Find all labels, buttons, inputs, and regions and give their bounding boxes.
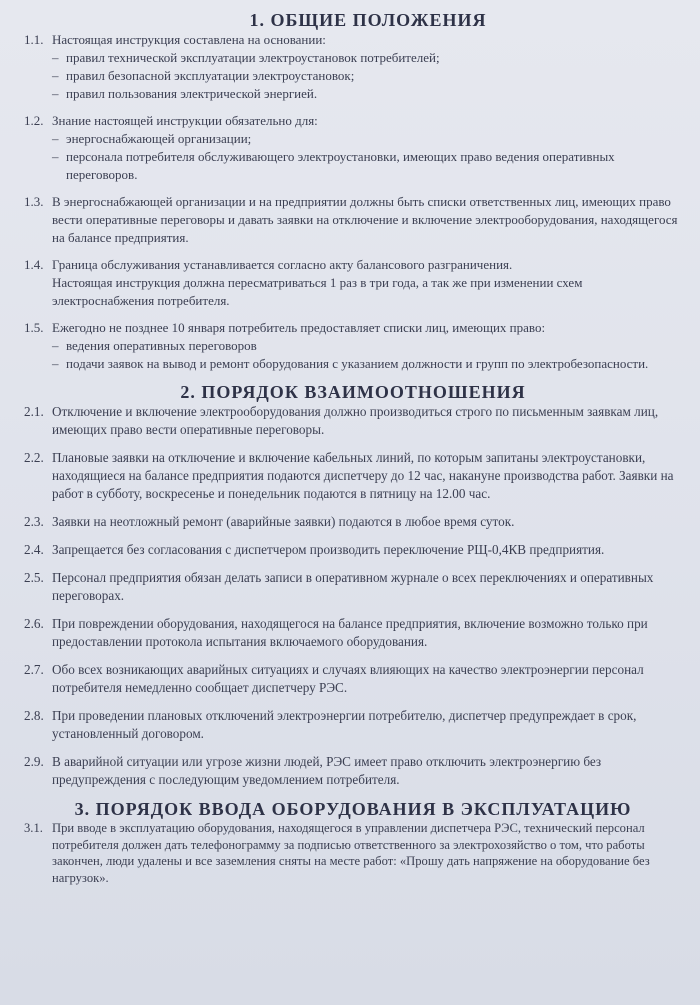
section-general	[24, 10, 682, 373]
clause-body	[52, 256, 682, 310]
section-commissioning	[24, 799, 682, 886]
clause-number: 2.7.	[24, 662, 44, 677]
clause	[24, 256, 682, 310]
clause	[24, 319, 682, 373]
clause-text: При повреждении оборудования, находящегося на балансе предприятия, включение возможно только при предоставлении протокола испытания включаемого оборудования.	[52, 616, 648, 649]
clause-number: 1.5.	[24, 320, 44, 335]
clause-text: В аварийной ситуации или угрозе жизни людей, РЭС имеет право отключить электроэнергию без предупреждения с последующим уведомлением потребителя.	[52, 754, 602, 787]
clause-text: Настоящая инструкция должна пересматриваться 1 раз в три года, а так же при изменении схем электроснабжения потребителя.	[52, 275, 583, 308]
clause-text: При проведении плановых отключений электроэнергии потребителю, диспетчер предупреждает в срок, установленный договором.	[52, 708, 637, 741]
clause	[24, 541, 682, 559]
clause-subitem: – правил технической эксплуатации электроустановок потребителей;	[52, 49, 682, 67]
clause-text: Запрещается без согласования с диспетчером производить переключение РЩ-0,4КВ предприятия.	[52, 542, 605, 557]
clause-number: 2.9.	[24, 754, 44, 769]
clause-text: Граница обслуживания устанавливается согласно акту балансового разграничения.	[52, 257, 513, 272]
clause	[24, 193, 682, 247]
clause	[24, 707, 682, 743]
clause-number: 2.6.	[24, 616, 44, 631]
clause-body	[52, 319, 682, 373]
clause	[24, 31, 682, 103]
section-title-general: 1. ОБЩИЕ ПОЛОЖЕНИЯ	[249, 10, 487, 30]
clause-number: 2.1.	[24, 404, 44, 419]
clause-number: 2.2.	[24, 450, 44, 465]
clause	[24, 615, 682, 651]
clause-number: 1.4.	[24, 257, 44, 272]
clause-text: Ежегодно не позднее 10 января потребитель предоставляет списки лиц, имеющих право:	[52, 320, 546, 335]
clause	[24, 661, 682, 697]
clause-text: Отключение и включение электрооборудования должно производиться строго по письменным заявкам лиц, имеющих право вести оперативные переговоры.	[52, 404, 659, 437]
clause-text: Обо всех возникающих аварийных ситуациях и случаях влияющих на качество электроэнергии персонал потребителя немедленно сообщает диспетчеру РЭС.	[52, 662, 644, 695]
clause-number: 2.4.	[24, 542, 44, 557]
clause-body	[52, 31, 682, 103]
clause-text: Персонал предприятия обязан делать записи в оперативном журнале о всех переключениях и оперативных переговорах.	[52, 570, 654, 603]
clause-subitem: – ведения оперативных переговоров	[52, 337, 682, 355]
clause-subitem: – энергоснабжающей организации;	[52, 130, 682, 148]
clause-number: 1.2.	[24, 113, 44, 128]
clause-text: При вводе в эксплуатацию оборудования, находящегося в управлении диспетчера РЭС, технический персонал потребителя должен дать телефонограмму за подписью ответственного за электрохозяйство о том, что работы закончен, люди удалены и все заземления сняты на месте работ: «Прошу дать напряжение на оборудование без нагрузок».	[52, 821, 650, 885]
clause-text: Настоящая инструкция составлена на основании:	[52, 32, 326, 47]
clause-body	[52, 193, 682, 247]
clause-number: 3.1.	[24, 821, 43, 835]
section-title-relations: 2. ПОРЯДОК ВЗАИМООТНОШЕНИЯ	[180, 382, 526, 402]
clause-number: 2.5.	[24, 570, 44, 585]
clause-body	[52, 112, 682, 184]
clause	[24, 403, 682, 439]
section-relations-items	[24, 403, 682, 789]
clause-subitem: – правил безопасной эксплуатации электроустановок;	[52, 67, 682, 85]
clause-text: В энергоснабжающей организации и на предприятии должны быть списки ответственных лиц, имеющих право вести оперативные переговоры и давать заявки на отключение и включение электрооборудования, находящегося на балансе предприятия.	[52, 194, 678, 245]
clause-subitem: – персонала потребителя обслуживающего электроустановки, имеющих право ведения оперативных переговоров.	[52, 148, 682, 184]
clause	[24, 513, 682, 531]
clause-subitem: – подачи заявок на вывод и ремонт оборудования с указанием должности и групп по электробезопасности.	[52, 355, 682, 373]
clause-number: 1.1.	[24, 32, 44, 47]
clause-text: Знание настоящей инструкции обязательно для:	[52, 113, 318, 128]
section-title-commissioning: 3. ПОРЯДОК ВВОДА ОБОРУДОВАНИЯ В ЭКСПЛУАТАЦИЮ	[74, 799, 632, 819]
clause-text: Заявки на неотложный ремонт (аварийные заявки) подаются в любое время суток.	[52, 514, 515, 529]
clause	[24, 569, 682, 605]
section-relations	[24, 382, 682, 789]
clause	[24, 820, 682, 886]
clause-subitem: – правил пользования электрической энергией.	[52, 85, 682, 103]
clause	[24, 449, 682, 503]
clause-text: Плановые заявки на отключение и включение кабельных линий, по которым запитаны электроустановки, находящиеся на балансе предприятия подаются диспетчеру до 12 час, накануне производства работ. Заявки на работ в субботу, воскресенье и понедельник подаются в пятницу на 12.00 час.	[52, 450, 674, 501]
section-general-items	[24, 31, 682, 373]
clause	[24, 753, 682, 789]
clause	[24, 112, 682, 184]
section-commissioning-items	[24, 820, 682, 886]
clause-number: 1.3.	[24, 194, 44, 209]
clause-number: 2.3.	[24, 514, 44, 529]
clause-number: 2.8.	[24, 708, 44, 723]
